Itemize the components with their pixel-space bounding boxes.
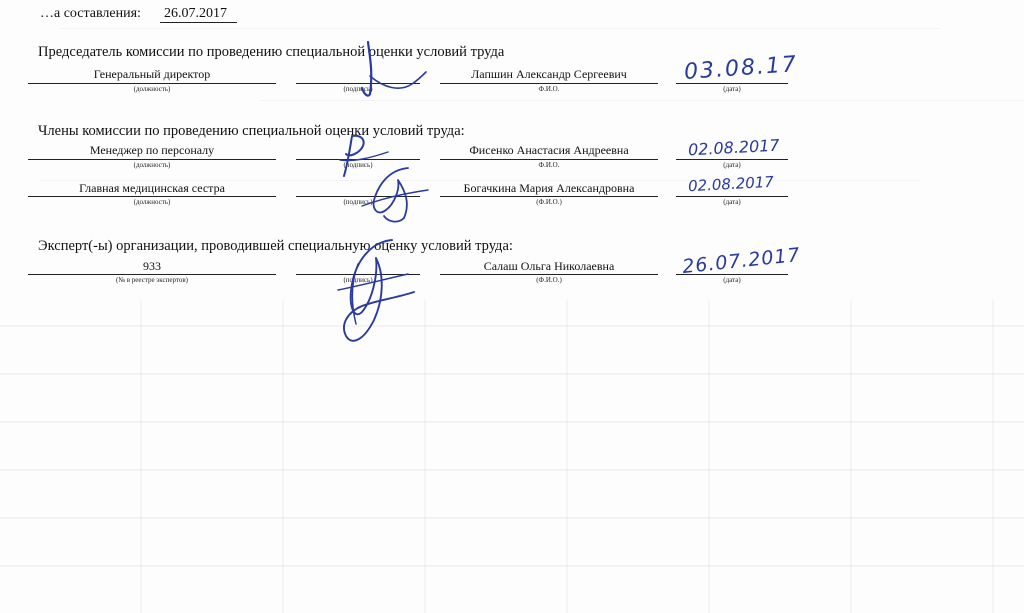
member-2-name: Богачкина Мария Александровна xyxy=(463,181,635,195)
chairman-heading: Председатель комиссии по проведению специальной оценки условий труда xyxy=(38,44,505,60)
member-2-handwritten-date: 02.08.2017 xyxy=(687,172,775,196)
caption-date: (дата) xyxy=(723,276,741,284)
expert-name: Салаш Ольга Николаевна xyxy=(483,259,615,273)
caption-position: (должность) xyxy=(133,161,171,169)
caption-position: (должность) xyxy=(133,85,171,93)
caption-signature: (подпись) xyxy=(343,276,373,284)
expert-registry-line xyxy=(28,274,276,275)
chairman-name: Лапшин Александр Сергеевич xyxy=(471,67,627,81)
member-2-position-line xyxy=(28,196,276,197)
member-1-position: Менеджер по персоналу xyxy=(89,143,215,157)
expert-handwritten-date: 26.07.2017 xyxy=(681,243,802,279)
member-2-position: Главная медицинская сестра xyxy=(79,181,225,195)
member-2-name-line xyxy=(440,196,658,197)
chairman-handwritten-date: 03.08.17 xyxy=(683,52,799,85)
caption-fio-paren: (Ф.И.О.) xyxy=(536,276,562,284)
caption-fio: Ф.И.О. xyxy=(538,85,560,93)
scan-bleed-through xyxy=(0,300,1024,613)
member-1-name-line xyxy=(440,159,658,160)
expert-name-line xyxy=(440,274,658,275)
member-1-position-line xyxy=(28,159,276,160)
member-1-name: Фисенко Анастасия Андреевна xyxy=(469,143,629,157)
chairman-position: Генеральный директор xyxy=(93,67,211,81)
ghost-line xyxy=(60,28,940,29)
caption-signature: (подпись) xyxy=(343,198,373,206)
caption-date: (дата) xyxy=(723,161,741,169)
caption-fio-paren: (Ф.И.О.) xyxy=(536,198,562,206)
compilation-date-value: 26.07.2017 xyxy=(160,6,237,23)
caption-signature: (подпись) xyxy=(343,161,373,169)
caption-registry: (№ в реестре экспертов) xyxy=(115,276,188,284)
chairman-position-line xyxy=(28,83,276,84)
expert-registry-number: 933 xyxy=(143,259,161,273)
member-1-handwritten-date: 02.08.2017 xyxy=(687,135,781,160)
caption-date: (дата) xyxy=(723,198,741,206)
expert-signature-graphic xyxy=(318,228,428,350)
caption-signature: (подпись) xyxy=(343,85,373,93)
chairman-signature-graphic xyxy=(340,36,440,106)
caption-fio: Ф.И.О. xyxy=(538,161,560,169)
compilation-date-label: …а составления: xyxy=(40,6,141,21)
chairman-name-line xyxy=(440,83,658,84)
members-heading: Члены комиссии по проведению специальной оценки условий труда: xyxy=(38,123,465,139)
expert-heading: Эксперт(-ы) организации, проводившей специальную оценку условий труда: xyxy=(38,238,513,254)
caption-date: (дата) xyxy=(723,85,741,93)
member-2-signature-graphic xyxy=(348,160,438,226)
caption-position: (должность) xyxy=(133,198,171,206)
member-2-date-line xyxy=(676,196,788,197)
